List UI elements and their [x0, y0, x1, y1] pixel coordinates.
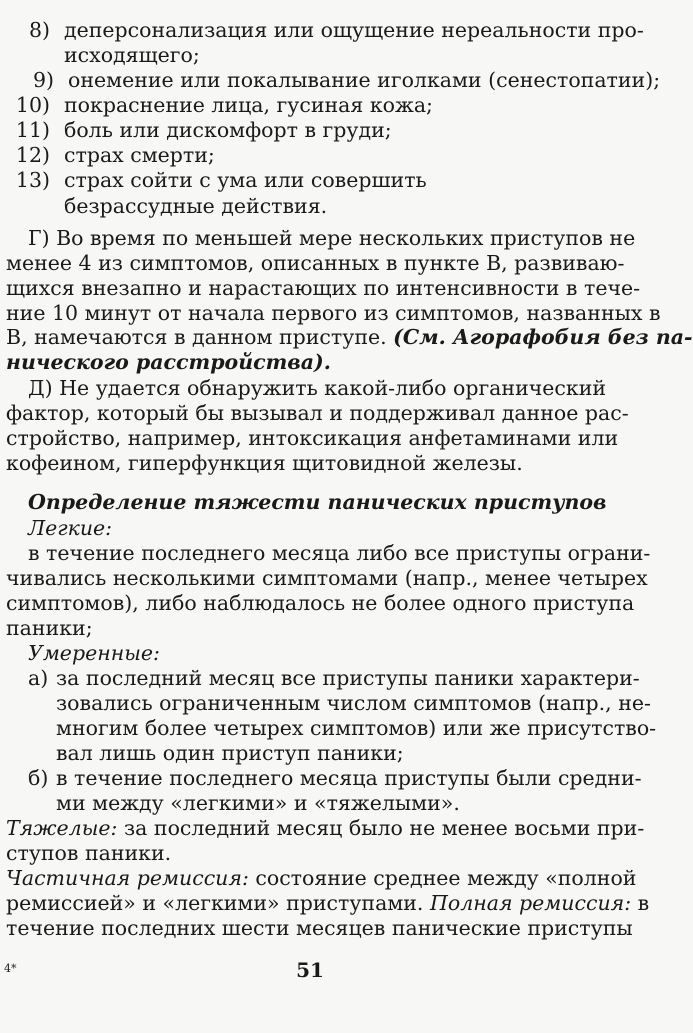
moderate-b-text: ми между «легкими» и «тяжелыми». [56, 791, 460, 815]
remission-text-plain: в [631, 891, 650, 915]
signature-mark: 4* [4, 962, 17, 975]
remission-text [6, 866, 636, 891]
para-g-text-italic: нического расстройства). [6, 350, 331, 374]
moderate-a-text: за последний месяц все приступы паники характери- [56, 666, 640, 690]
list-number: 10) [15, 93, 50, 117]
list-text: покраснение лица, гусиная кожа; [64, 93, 433, 117]
light-text: чивались несколькими симптомами (напр., менее четырех [6, 566, 648, 590]
light-text: в течение последнего месяца либо все приступы ограни- [28, 541, 651, 565]
para-d-text: Д) Не удается обнаружить какой-либо органический [28, 376, 607, 400]
moderate-a-text: многим более четырех симптомов) или же присутство- [56, 716, 657, 740]
moderate-a-text: зовались ограниченным числом симптомов (напр., не- [56, 691, 651, 715]
list-text: исходящего; [64, 43, 200, 67]
para-g-text-italic: (См. Агорафобия без па- [393, 325, 693, 349]
para-g-text: ние 10 минут от начала первого из симптомов, названных в [6, 301, 661, 325]
remission-text-plain: состояние среднее между «полной [248, 866, 637, 890]
list-text: безрассудные действия. [64, 194, 328, 218]
remission-text-plain: ремиссией» и «легкими» приступами. [6, 891, 430, 915]
list-text: страх сойти с ума или совершить [64, 168, 427, 192]
severe-label: Тяжелые: [6, 816, 118, 840]
remission-text [6, 891, 649, 916]
para-g-text: менее 4 из симптомов, описанных в пункте В, развиваю- [6, 251, 625, 275]
full-remission-label: Полная ремиссия: [429, 891, 632, 915]
moderate-b-text: в течение последнего месяца приступы были средни- [56, 766, 642, 790]
para-g-text: Г) Во время по меньшей мере нескольких приступов не [28, 226, 636, 250]
para-g-text [6, 325, 693, 350]
list-number: 12) [15, 143, 50, 167]
severe-text-plain: за последний месяц было не менее восьми при- [117, 816, 645, 840]
moderate-b-number: б) [28, 766, 49, 790]
severe-text-plain: ступов паники. [6, 841, 172, 865]
light-label: Легкие: [28, 516, 113, 540]
moderate-label: Умеренные: [28, 641, 160, 665]
moderate-a-text: вал лишь один приступ паники; [56, 741, 404, 765]
list-number: 8) [28, 18, 50, 42]
severe-text [6, 816, 644, 841]
partial-remission-label: Частичная ремиссия: [6, 866, 249, 890]
para-d-text: фактор, который бы вызывал и поддерживал данное рас- [6, 401, 629, 425]
para-d-text: стройство, например, интоксикация анфетаминами или [6, 426, 619, 450]
page-number: 51 [296, 958, 324, 982]
list-number: 11) [15, 118, 50, 142]
light-text: паники; [6, 616, 93, 640]
para-g-text-plain: В, намечаются в данном приступе. [6, 325, 394, 349]
list-text: боль или дискомфорт в груди; [64, 118, 392, 142]
para-d-text: кофеином, гиперфункция щитовидной железы. [6, 451, 523, 475]
list-text: деперсонализация или ощущение нереальности про- [64, 18, 644, 42]
section-title: Определение тяжести панических приступов [28, 490, 607, 514]
list-number: 13) [15, 168, 50, 192]
light-text: симптомов), либо наблюдалось не более одного приступа [6, 591, 635, 615]
list-text: страх смерти; [64, 143, 215, 167]
moderate-a-number: а) [28, 666, 49, 690]
list-number: 9) [32, 68, 54, 92]
list-text: онемение или покалывание иголками (сенестопатии); [68, 68, 661, 92]
remission-text-plain: течение последних шести месяцев панические приступы [6, 916, 633, 940]
para-g-text: щихся внезапно и нарастающих по интенсивности в тече- [6, 276, 641, 300]
